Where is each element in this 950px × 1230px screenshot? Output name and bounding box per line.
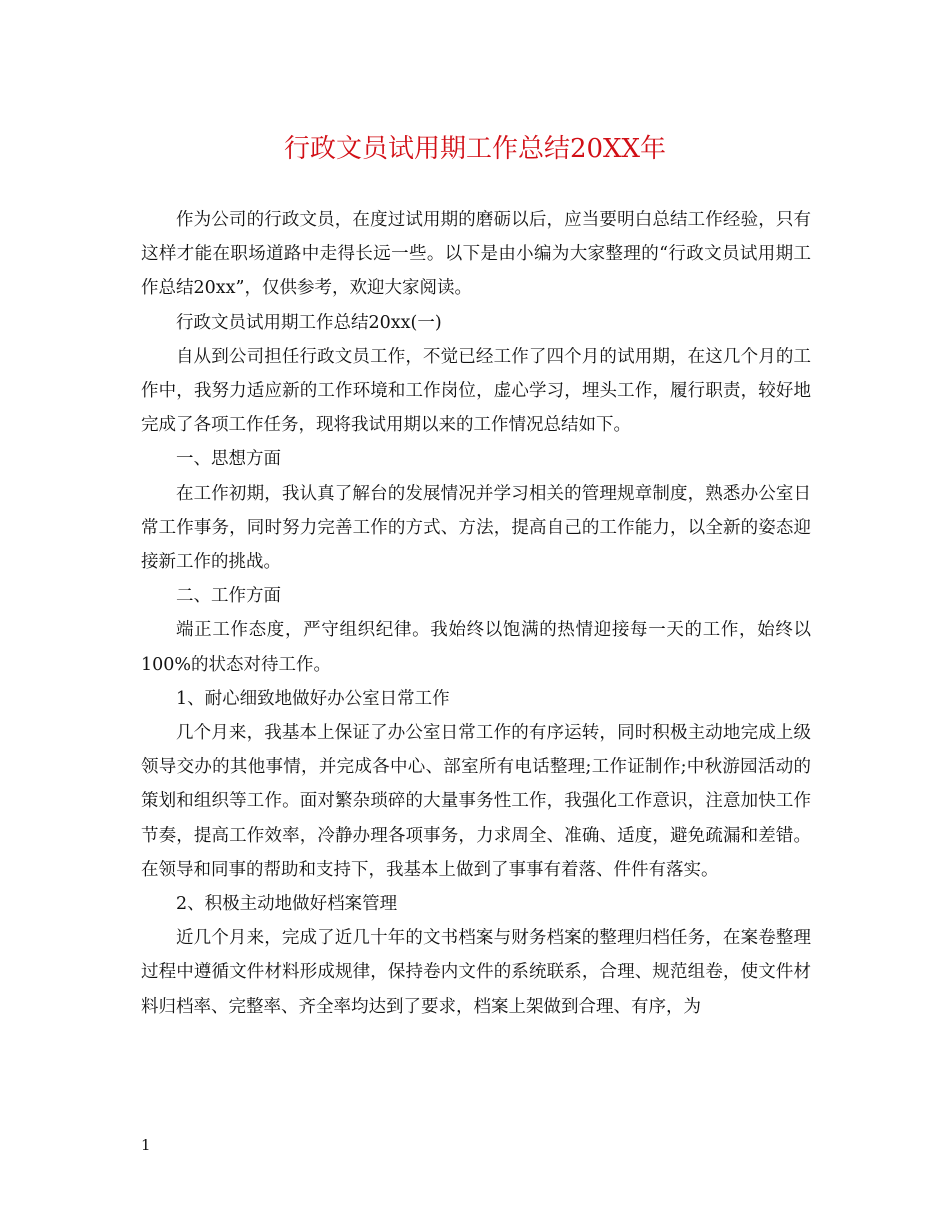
paragraph: 自从到公司担任行政文员工作，不觉已经工作了四个月的试用期，在这几个月的工作中，我努力适应新的工作环境和工作岗位，虚心学习，埋头工作，履行职责，较好地完成了各项工作任务，现将我试用期以来的工作情况总结如下。 [141, 346, 811, 436]
section-heading: 行政文员试用期工作总结20xx(一) [176, 312, 442, 333]
page-title: 行政文员试用期工作总结20XX年 [283, 134, 667, 164]
paragraph-intro: 作为公司的行政文员，在度过试用期的磨砺以后，应当要明白总结工作经验，只有这样才能在职场道路中走得长远一些。以下是由小编为大家整理的“行政文员试用期工作总结20xx”，仅供参考，欢迎大家阅读。 [141, 210, 811, 299]
document-body [141, 203, 811, 1024]
section-heading: 二、工作方面 [176, 586, 281, 607]
paragraph: 在工作初期，我认真了解台的发展情况并学习相关的管理规章制度，熟悉办公室日常工作事务，同时努力完善工作的方式、方法，提高自己的工作能力，以全新的姿态迎接新工作的挑战。 [141, 483, 811, 573]
paragraph: 端正工作态度，严守组织纪律。我始终以饱满的热情迎接每一天的工作，始终以100%的状态对待工作。 [141, 620, 811, 675]
paragraph: 几个月来，我基本上保证了办公室日常工作的有序运转，同时积极主动地完成上级领导交办的其他事情，并完成各中心、部室所有电话整理;工作证制作;中秋游园活动的策划和组织等工作。面对繁杂琐碎的大量事务性工作，我强化工作意识，注意加快工作节奏，提高工作效率，冷静办理各项事务，力求周全、准确、适度，避免疏漏和差错。在领导和同事的帮助和支持下，我基本上做到了事事有着落、件件有落实。 [141, 723, 811, 880]
page-number: 1 [141, 1136, 151, 1154]
section-heading: 一、思想方面 [176, 449, 281, 470]
subsection-heading: 1、耐心细致地做好办公室日常工作 [176, 688, 450, 709]
subsection-heading: 2、积极主动地做好档案管理 [176, 894, 398, 915]
paragraph: 近几个月来，完成了近几十年的文书档案与财务档案的整理归档任务，在案卷整理过程中遵循文件材料形成规律，保持卷内文件的系统联系，合理、规范组卷，使文件材料归档率、完整率、齐全率均达到了要求，档案上架做到合理、有序，为 [141, 928, 811, 1017]
